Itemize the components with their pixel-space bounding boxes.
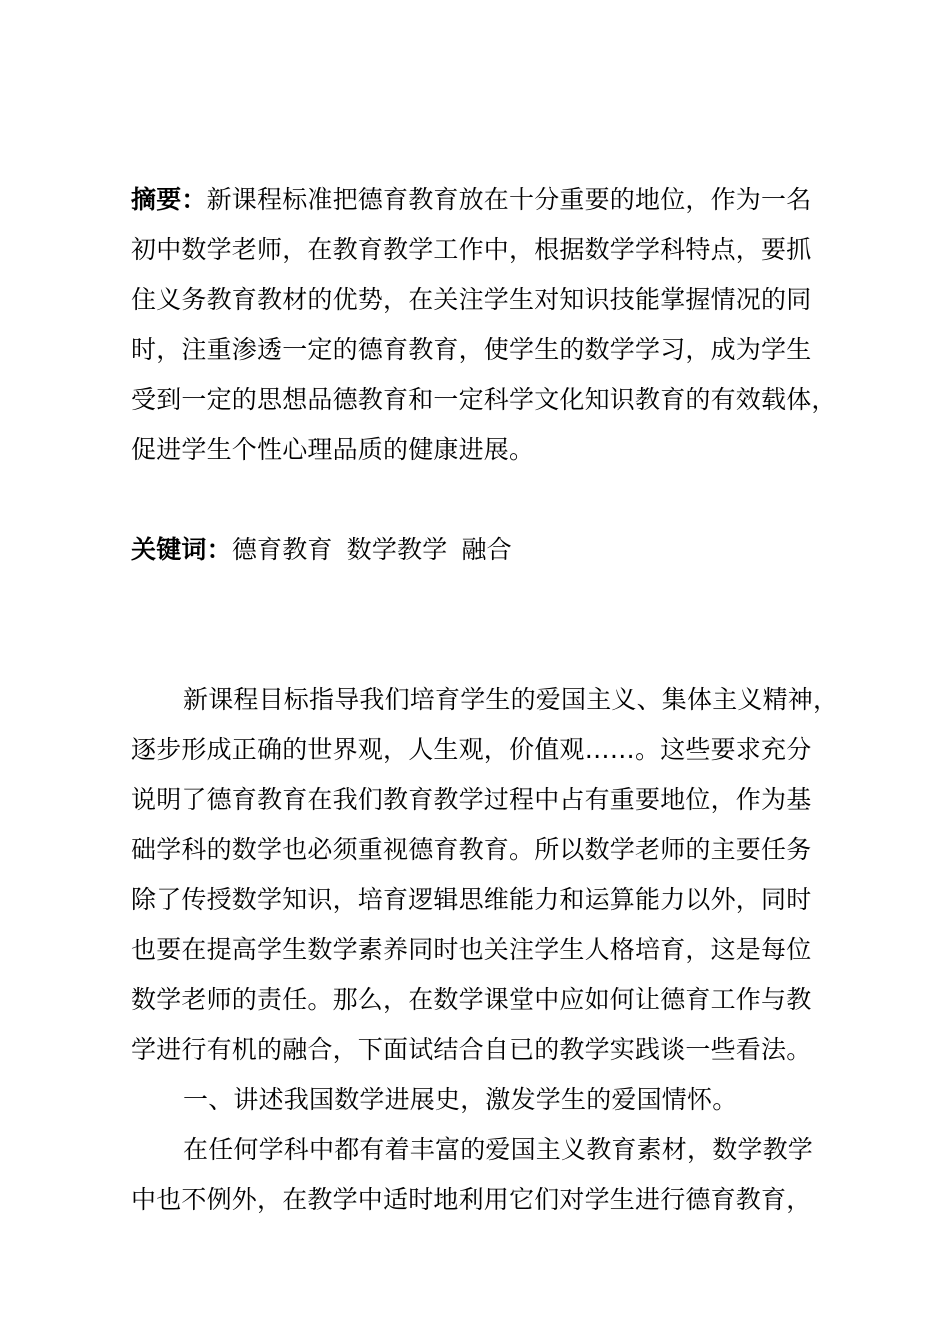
section-1-line-2: 中也不例外，在教学中适时地利用它们对学生进行德育教育， — [131, 1185, 812, 1214]
abstract-line-4: 时，注重渗透一定的德育教育，使学生的数学学习，成为学生 — [131, 335, 812, 364]
keywords-label: 关键词： — [131, 535, 232, 564]
intro-line-2: 逐步形成正确的世界观，人生观，价值观……。这些要求充分 — [131, 735, 812, 764]
intro-line-3: 说明了德育教育在我们教育教学过程中占有重要地位，作为基 — [131, 785, 812, 814]
intro-line-4: 础学科的数学也必须重视德育教育。所以数学老师的主要任务 — [131, 835, 812, 864]
keyword-2: 数学教学 — [346, 535, 448, 564]
abstract-text: 新课程标准把德育教育放在十分重要的地位，作为一名 — [206, 185, 812, 214]
abstract-line-3: 住义务教育教材的优势，在关注学生对知识技能掌握情况的同 — [131, 285, 812, 314]
keyword-1: 德育教育 — [231, 535, 333, 564]
keyword-3: 融合 — [461, 535, 512, 564]
abstract-line-2: 初中数学老师，在教育教学工作中，根据数学学科特点，要抓 — [131, 235, 812, 264]
intro-line-5: 除了传授数学知识，培育逻辑思维能力和运算能力以外，同时 — [131, 885, 812, 914]
abstract-line-6: 促进学生个性心理品质的健康进展。 — [131, 435, 535, 464]
intro-line-7: 数学老师的责任。那么，在数学课堂中应如何让德育工作与教 — [131, 985, 812, 1014]
intro-line-8: 学进行有机的融合，下面试结合自已的教学实践谈一些看法。 — [131, 1035, 812, 1064]
section-1-heading: 一、讲述我国数学进展史，激发学生的爱国情怀。 — [183, 1085, 738, 1114]
abstract-line-5: 受到一定的思想品德教育和一定科学文化知识教育的有效载体， — [131, 385, 837, 414]
intro-line-1: 新课程目标指导我们培育学生的爱国主义、集体主义精神， — [183, 685, 839, 714]
abstract-line-1 — [131, 183, 831, 217]
abstract-label: 摘要： — [131, 185, 207, 214]
section-1-line-1: 在任何学科中都有着丰富的爱国主义教育素材，数学教学 — [183, 1135, 814, 1164]
keywords-line — [131, 533, 831, 567]
intro-line-6: 也要在提高学生数学素养同时也关注学生人格培育，这是每位 — [131, 935, 812, 964]
